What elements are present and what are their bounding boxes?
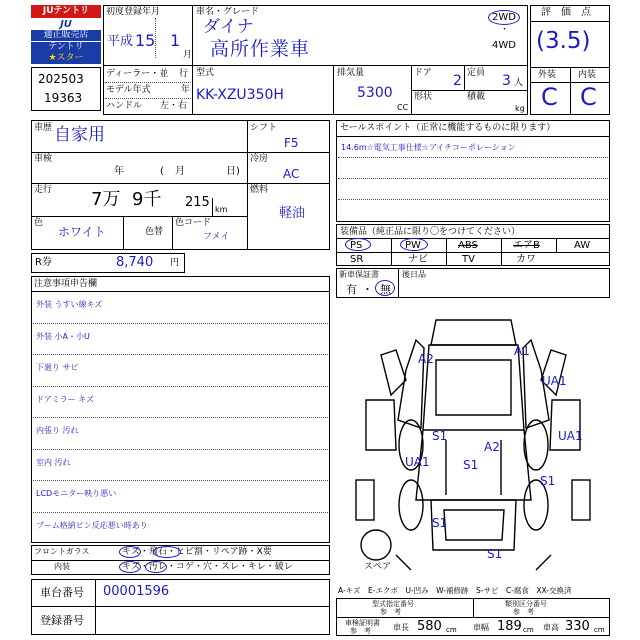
warranty-dot: ・ — [362, 283, 373, 296]
id-line2: 19363 — [44, 91, 83, 105]
score-value: (3.5) — [536, 28, 591, 54]
width-value: 189 — [497, 619, 522, 634]
dealer-label: ディーラー・並 — [106, 69, 169, 79]
equip-ps: PS — [350, 240, 363, 251]
class-ref: 参 考 — [513, 608, 534, 616]
id-line1: 202503 — [38, 72, 84, 86]
recycle-label: R券 — [35, 257, 52, 268]
damage-mark: S1 — [540, 474, 556, 488]
model-label: 型式 — [196, 68, 215, 78]
interior-label: 内装 — [54, 562, 70, 571]
drive-dot: ・ — [500, 25, 510, 35]
mileage-unit: km — [215, 205, 228, 214]
displacement-value: 5300 — [357, 85, 393, 101]
equip-abs: ABS — [458, 240, 478, 251]
damage-mark: S1 — [432, 429, 448, 443]
height-label: 車高 — [543, 623, 559, 632]
damage-mark: A2 — [418, 352, 434, 366]
color-label: 色 — [34, 218, 44, 228]
interior-value: キズ・汚レ・コゲ・穴・スレ・キレ・破レ — [122, 562, 293, 572]
recycle-value: 8,740 — [116, 255, 154, 270]
ac-value: AC — [283, 167, 300, 181]
load-unit: kg — [515, 104, 525, 113]
form-label: 型式指定番号 — [372, 600, 414, 608]
first-reg-label: 初度登録年月 — [106, 7, 161, 17]
mileage-label: 走行 — [34, 185, 53, 195]
equip-pw: PW — [405, 240, 421, 251]
color-code-label: 色コード — [175, 218, 212, 228]
equipment-label: 装備品（純正品に限り〇をつけてください） — [340, 227, 521, 237]
displacement-unit: CC — [397, 103, 409, 112]
class-label: 類別区分番号 — [505, 600, 547, 608]
notes-item: ドアミラー キズ — [36, 394, 95, 404]
logo-bottom1: テントリ — [31, 42, 101, 53]
equip-navi: ナビ — [408, 254, 428, 265]
mileage-rest: 215 — [185, 195, 210, 210]
notes-box — [31, 276, 330, 543]
score-label: 評 価 点 — [541, 7, 591, 18]
damage-mark: S1 — [487, 547, 503, 561]
shift-label: シフト — [250, 123, 278, 133]
sales-point-text: 14.6m☆電気工事仕様☆アイチコーポレーション — [341, 143, 516, 152]
notes-item: 内張り 汚れ — [36, 426, 79, 435]
color-code-value: フメイ — [203, 232, 230, 242]
cert-ref: 参 考 — [350, 627, 371, 635]
chassis-label: 車台番号 — [40, 586, 84, 599]
logo-mid: JU — [60, 19, 72, 30]
model-year-unit: 年 — [181, 85, 191, 95]
shift-value: F5 — [284, 136, 299, 150]
load-label: 積載 — [467, 92, 486, 102]
damage-mark: UA1 — [405, 455, 430, 469]
shape-label: 形状 — [414, 92, 433, 102]
displacement-label: 排気量 — [337, 68, 365, 78]
equip-aw: AW — [574, 240, 591, 251]
width-unit: cm — [523, 626, 534, 634]
fuel-value: 軽油 — [279, 206, 306, 221]
score-ext-label: 外装 — [538, 70, 557, 80]
notes-item: LCDモニター映り悪い — [36, 489, 117, 498]
equip-sr: SR — [350, 254, 364, 265]
usage-value: 自家用 — [54, 125, 105, 145]
color-value: ホワイト — [58, 225, 106, 239]
sales-point-label: セールスポイント（正常に機能するものに限ります） — [340, 123, 556, 133]
equip-tv: TV — [462, 254, 475, 265]
damage-mark: S1 — [432, 516, 448, 530]
front-glass-label: フロントガラス — [34, 547, 90, 556]
form-ref: 参 考 — [380, 608, 401, 616]
height-unit: cm — [594, 626, 605, 634]
legend: A-キズ E-エクボ U-凹み W-補修跡 S-サビ C-腐食 XX-交換済 — [338, 586, 572, 595]
capacity-value: 3 — [502, 73, 511, 89]
spare-label: スペア — [364, 562, 392, 572]
notes-item: 外装 うすい線キズ — [36, 300, 103, 309]
damage-mark: UA1 — [542, 374, 567, 388]
first-reg-month-unit: 月 — [183, 50, 193, 60]
logo-sub: 適正販売店 — [31, 30, 101, 41]
usage-label: 車歴 — [34, 123, 53, 133]
recycle-unit: 円 — [170, 258, 180, 268]
recycle-box — [31, 253, 185, 273]
width-label: 車幅 — [473, 623, 489, 632]
inspection-label: 車検 — [34, 154, 53, 164]
first-reg-year: 15 — [135, 31, 156, 50]
first-reg-era: 平成 — [107, 34, 134, 49]
mileage-sen: 9千 — [132, 189, 162, 210]
notes-label: 注意事項申告欄 — [34, 279, 98, 289]
notes-item: ブーム格納ピン反応悪い時あり — [36, 520, 148, 530]
capacity-label: 定員 — [467, 68, 486, 78]
equip-leather: カワ — [516, 254, 536, 265]
model-value: KK-XZU350H — [196, 87, 284, 103]
warranty-label: 新車保証書 — [339, 270, 379, 279]
logo-top: JUテントリ — [31, 5, 101, 18]
reg-number-label: 登録番号 — [40, 614, 84, 627]
damage-mark: UA1 — [558, 429, 583, 443]
car-name: ダイナ — [203, 17, 254, 37]
notes-item: 外装 小A・小U — [36, 331, 90, 341]
doors-value: 2 — [453, 73, 462, 89]
warranty-yes: 有 — [346, 283, 357, 296]
cert-label: 車検証明書 — [345, 619, 380, 627]
damage-mark: A1 — [514, 344, 530, 358]
color-same-label: 色替 — [145, 227, 164, 237]
car-name-label: 車名・グレード — [196, 7, 260, 17]
damage-mark: A2 — [484, 440, 500, 454]
drive-4wd: 4WD — [492, 40, 516, 51]
dealer-side: 行 — [179, 69, 189, 79]
handle-label: ハンドル — [106, 101, 143, 111]
notes-item: 下廻り サビ — [36, 363, 79, 372]
score-int-label: 内装 — [578, 70, 597, 80]
length-unit: cm — [446, 626, 457, 634]
drive-2wd: 2WD — [492, 12, 516, 23]
logo-bottom2: ★スター — [31, 53, 101, 64]
warranty-no: 無 — [380, 283, 391, 296]
inspection-paren: ( — [160, 166, 164, 177]
logo — [31, 5, 101, 65]
inspection-month: 月 — [175, 166, 185, 177]
equip-airbag: エアB — [513, 240, 540, 251]
chassis-value: 00001596 — [103, 584, 170, 599]
mileage-man: 7万 — [91, 189, 121, 210]
doors-label: ドア — [414, 68, 432, 78]
ac-label: 冷房 — [250, 154, 269, 164]
length-label: 車長 — [393, 623, 409, 632]
model-year-label: モデル年式 — [106, 85, 151, 95]
score-ext: C — [541, 83, 558, 111]
score-int: C — [580, 83, 597, 111]
notes-item: 室内 汚れ — [36, 457, 71, 467]
damage-mark: S1 — [463, 458, 479, 472]
length-value: 580 — [417, 619, 442, 634]
inspection-year: 年 — [114, 166, 124, 177]
fuel-label: 燃料 — [250, 185, 269, 195]
back-day-label: 後日品 — [402, 270, 426, 279]
first-reg-month: 1 — [170, 31, 181, 50]
height-value: 330 — [565, 619, 590, 634]
handle-value: 左・右 — [160, 101, 188, 111]
inspection-day: 日) — [226, 166, 240, 177]
capacity-unit: 人 — [514, 78, 524, 88]
car-grade: 高所作業車 — [210, 38, 311, 60]
front-glass-value: キズ・飛石・ヒビ割・リペア跡・X要 — [122, 547, 272, 557]
